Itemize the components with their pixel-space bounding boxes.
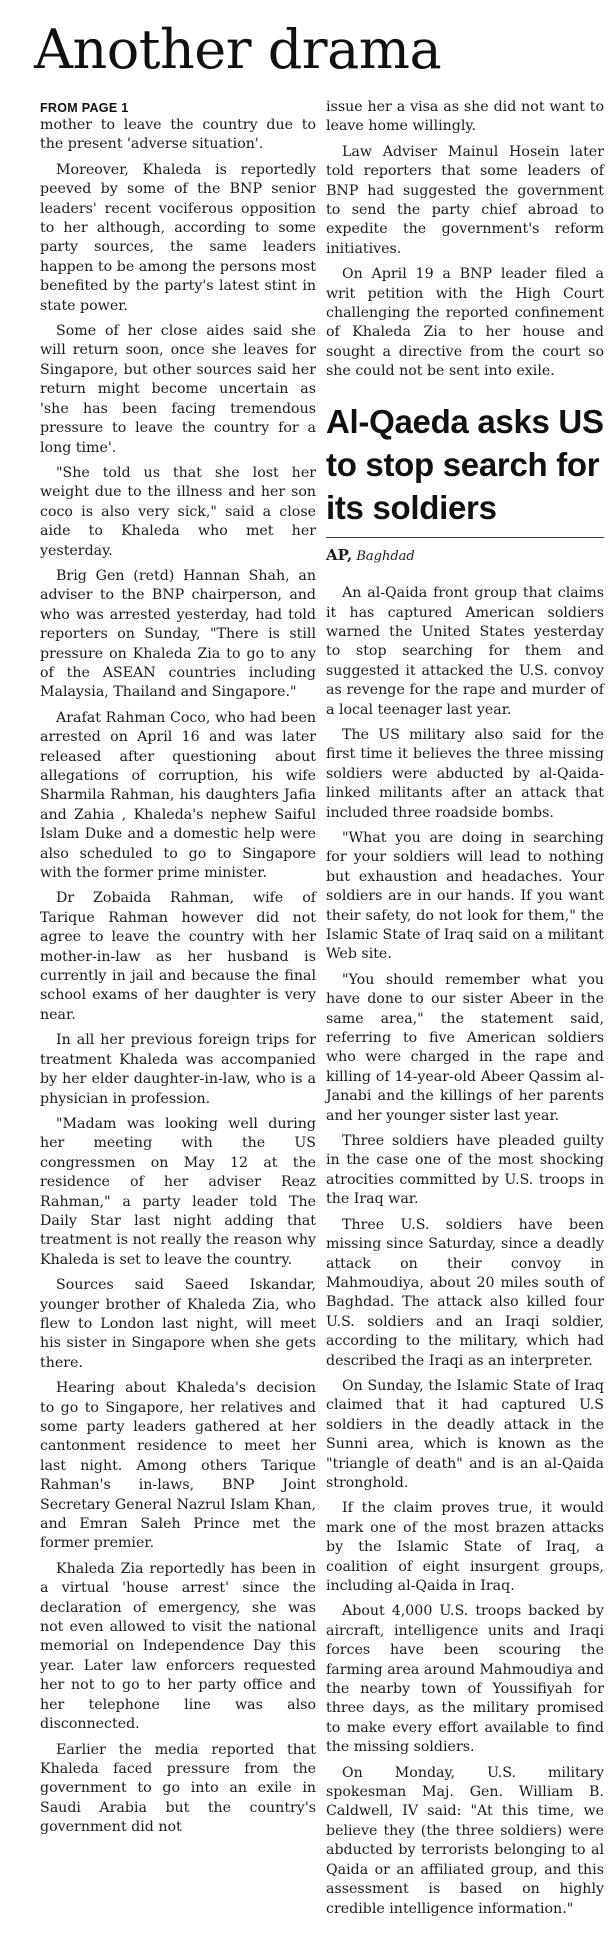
paragraph: An al-Qaida front group that claims it has captured American soldiers warned the United States yesterday to stop searching for them and suggested it attacked the U.S. convoy as revenge for the rape and murder of a local teenager last year. (326, 585, 604, 718)
paragraph: Dr Zobaida Rahman, wife of Tarique Rahman however did not agree to leave the country with her mother-in-law as her husband is currently in jail and because the final school exams of her daughter is very near. (40, 890, 316, 1023)
paragraph: Three U.S. soldiers have been missing since Saturday, since a deadly attack on their convoy in Mahmoudiya, about 20 miles south of Baghdad. The attack also killed four U.S. soldiers and an Iraqi soldier, according to the military, which had described the Iraqi as an interpreter. (326, 1216, 604, 1369)
byline (326, 537, 604, 566)
paragraph: Earlier the media reported that Khaleda faced pressure from the government to go into an exile in Saudi Arabia but the country's government did not (40, 1741, 316, 1836)
headline: Another drama (34, 18, 442, 81)
paragraph: The US military also said for the first time it believes the three missing soldiers were abducted by al-Qaida-linked militants after an attack that included three roadside bombs. (326, 726, 604, 821)
paragraph: Arafat Rahman Coco, who had been arrested on April 16 and was later released after questioning about allegations of corruption, his wife Sharmila Rahman, his daughters Jafia and Zahia , Khaleda's nephew Saiful Islam Duke and a domestic help were also scheduled to go to Singapore with the former prime minister. (40, 709, 316, 882)
paragraph: issue her a visa as she did not want to leave home willingly. (326, 99, 604, 135)
paragraph: Sources said Saeed Iskandar, younger brother of Khaleda Zia, who flew to London last night, will meet his sister in Singapore when she gets there. (40, 1277, 316, 1371)
paragraph: "You should remember what you have done to our sister Abeer in the same area," the statement said, referring to five American soldiers who were charged in the rape and killing of 14-year-old Abeer Qassim al-Janabi and the killings of her parents and her younger sister last year. (326, 971, 604, 1124)
paragraph: On April 19 a BNP leader filed a writ petition with the High Court challenging the reported confinement of Khaleda Zia to her house and sought a directive from the court so she could not be sent into exile. (326, 266, 604, 380)
byline-agency: AP, (326, 545, 353, 564)
paragraph: On Sunday, the Islamic State of Iraq claimed that it had captured U.S soldiers in the deadly attack in the Sunni area, which is known as the "triangle of death" and is an al-Qaida stronghold. (326, 1377, 604, 1491)
paragraph: In all her previous foreign trips for treatment Khaleda was accompanied by her elder daughter-in-law, who is a physician in profession. (40, 1032, 316, 1107)
continuation-label: FROM PAGE 1 (40, 101, 129, 115)
paragraph: Moreover, Khaleda is reportedly peeved by some of the BNP senior leaders' recent vociferous opposition to her although, according to some party sources, the same leaders happen to be among the persons most benefited by the party's latest stint in state power. (40, 161, 316, 314)
paragraph: Khaleda Zia reportedly has been in a virtual 'house arrest' since the declaration of emergency, she was not even allowed to visit the national memorial on Independence Day this year. Later law enforcers requested her not to go to her party office and her telephone line was also disconnected. (40, 1560, 316, 1733)
paragraph: "What you are doing in searching for your soldiers will lead to nothing but exhaustion and headaches. Your soldiers are in our hands. If you want their safety, do not look for them," the Islamic State of Iraq said on a militant Web site. (326, 829, 604, 963)
paragraph: Brig Gen (retd) Hannan Shah, an adviser to the BNP chairperson, and who was arrested yesterday, had told reporters on Sunday, "There is still pressure on Khaleda Zia to go to any of the ASEAN countries including Malaysia, Thailand and Singapore." (40, 567, 316, 701)
paragraph: mother to leave the country due to the present 'adverse situation'. (40, 117, 316, 153)
byline-place: Baghdad (356, 548, 415, 564)
paragraph: Some of her close aides said she will return soon, once she leaves for Singapore, but other sources said her return might become uncertain as 'she has been facing tremendous pressure to leave the country for a long time'. (40, 323, 316, 456)
paragraph: On Monday, U.S. military spokesman Maj. Gen. William B. Caldwell, IV said: "At this time, we believe they (the three soldiers) were abducted by terrorists belonging to al Qaida or an affiliated group, and this assessment is based on highly credible intelligence information." (326, 1764, 604, 1917)
paragraph: Law Adviser Mainul Hosein later told reporters that some leaders of BNP had suggested the government to send the party chief abroad to expedite the government's reform initiatives. (326, 143, 604, 257)
left-column (40, 100, 316, 1844)
paragraph: Three soldiers have pleaded guilty in the case one of the most shocking atrocities committed by U.S. troops in the Iraq war. (326, 1133, 604, 1208)
paragraph: About 4,000 U.S. troops backed by aircraft, intelligence units and Iraqi forces have been scouring the farming area around Mahmoudiya and the nearby town of Youssifiyah for three days, as the military promised to make every effort available to find the missing soldiers. (326, 1603, 605, 1756)
paragraph: "She told us that she lost her weight due to the illness and her son coco is also very sick," said a close aide to Khaleda who met her yesterday. (40, 464, 316, 559)
paragraph: "Madam was looking well during her meeting with the US congressmen on May 12 at the residence of her adviser Reaz Rahman," a party leader told The Daily Star last night adding that treatment is not really the reason why Khaleda is set to leave the country. (40, 1115, 316, 1268)
right-column (326, 98, 604, 1925)
paragraph: If the claim proves true, it would mark one of the most brazen attacks by the Islamic State of Iraq, a coalition of eight insurgent groups, including al-Qaida in Iraq. (326, 1500, 604, 1594)
paragraph: Hearing about Khaleda's decision to go to Singapore, her relatives and some party leaders gathered at her cantonment residence to meet her last night. Among others Tarique Rahman's in-laws, BNP Joint Secretary General Nazrul Islam Khan, and Emran Saleh Prince met the former premier. (40, 1380, 316, 1552)
second-headline: Al-Qaeda asks US to stop search for its soldiers (326, 402, 604, 526)
